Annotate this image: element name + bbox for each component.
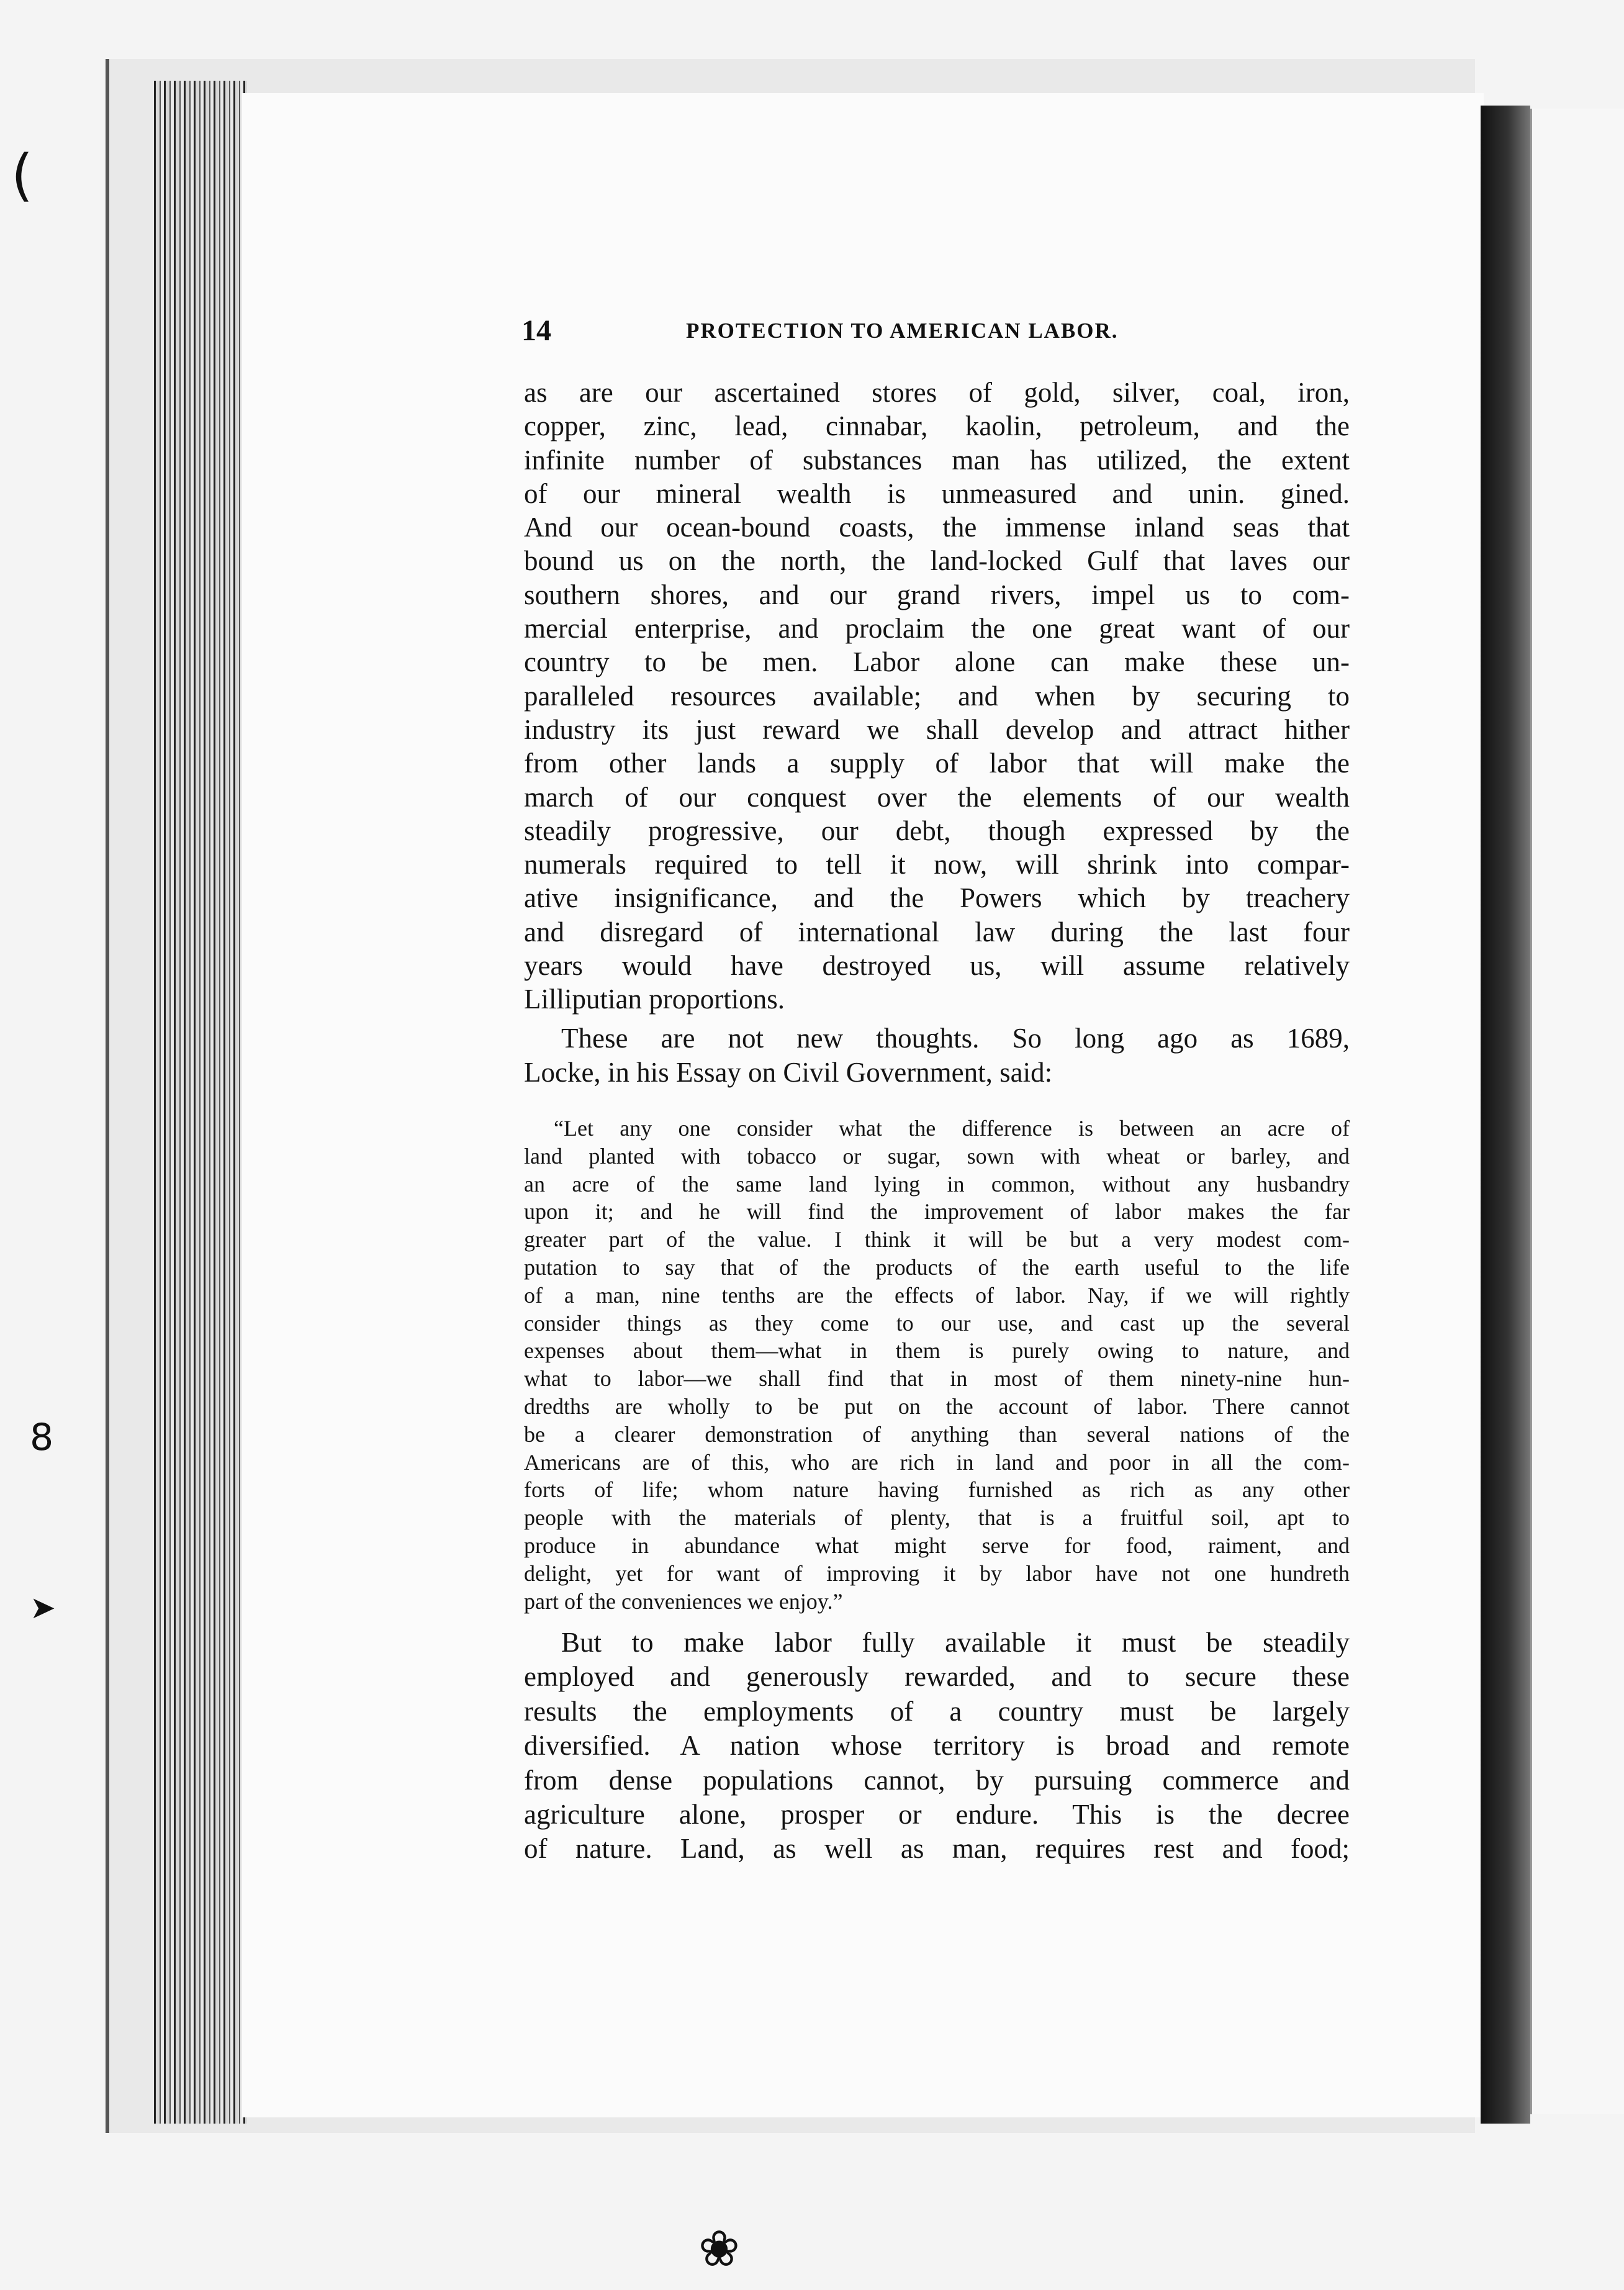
- quote-line: greater part of the value. I think it will be but a very modest com-: [524, 1227, 1350, 1252]
- text-line: agriculture alone, prosper or endure. This is the decree: [524, 1798, 1350, 1830]
- quote-line: what to labor—we shall find that in most of them ninety-nine hun-: [524, 1366, 1350, 1392]
- text-line: of nature. Land, as well as man, requires rest and food;: [524, 1833, 1350, 1865]
- book-gutter-shadow: [1481, 106, 1530, 2124]
- quote-line: an acre of the same land lying in common, without any husbandry: [524, 1171, 1350, 1197]
- text-line: bound us on the north, the land-locked Gulf that laves our: [524, 545, 1350, 577]
- paragraph-1: [524, 376, 1350, 1016]
- paragraph-2: [524, 1021, 1350, 1089]
- scan-mark: (: [11, 143, 34, 208]
- quote-line: land planted with tobacco or sugar, sown with wheat or barley, and: [524, 1143, 1350, 1169]
- text-line: numerals required to tell it now, will shrink into compar-: [524, 849, 1350, 880]
- text-line: But to make labor fully available it must be steadily: [561, 1627, 1350, 1658]
- page-edges: [154, 81, 247, 2124]
- text-line: mercial enterprise, and proclaim the one great want of our: [524, 613, 1350, 645]
- text-line: infinite number of substances man has utilized, the extent: [524, 444, 1350, 476]
- text-line: country to be men. Labor alone can make these un-: [524, 646, 1350, 678]
- scan-mark: ➤: [30, 1590, 56, 1626]
- quote-line: consider things as they come to our use, and cast up the several: [524, 1310, 1350, 1336]
- text-line: results the employments of a country must be largely: [524, 1695, 1350, 1727]
- text-line: years would have destroyed us, will assume relatively: [524, 950, 1350, 982]
- quote-line: delight, yet for want of improving it by labor have not one hundreth: [524, 1560, 1350, 1586]
- text-line: ative insignificance, and the Powers which by treachery: [524, 882, 1350, 914]
- quote-line: produce in abundance what might serve for food, raiment, and: [524, 1532, 1350, 1558]
- text-line: as are our ascertained stores of gold, silver, coal, iron,: [524, 377, 1350, 408]
- quote-line: Americans are of this, who are rich in land and poor in all the com-: [524, 1449, 1350, 1475]
- text-line: And our ocean-bound coasts, the immense inland seas that: [524, 512, 1350, 543]
- text-line: industry its just reward we shall develop and attract hither: [524, 713, 1350, 745]
- quote-line: dredths are wholly to be put on the account of labor. There cannot: [524, 1393, 1350, 1419]
- running-head: PROTECTION TO AMERICAN LABOR.: [686, 319, 1119, 343]
- quote-line: part of the conveniences we enjoy.”: [524, 1588, 843, 1614]
- quote-line: expenses about them—what in them is purely owing to nature, and: [524, 1338, 1350, 1364]
- scan-mark: 8: [30, 1416, 54, 1459]
- text-line: employed and generously rewarded, and to secure these: [524, 1661, 1350, 1693]
- text-line: march of our conquest over the elements of our wealth: [524, 781, 1350, 813]
- text-line: paralleled resources available; and when by securing to: [524, 680, 1350, 712]
- page-number: 14: [521, 314, 551, 347]
- block-quote: [524, 1115, 1350, 1615]
- quote-line: people with the materials of plenty, that is a fruitful soil, apt to: [524, 1505, 1350, 1531]
- text-line: Lilliputian proportions.: [524, 984, 785, 1015]
- quote-line: “Let any one consider what the difference is between an acre of: [554, 1116, 1350, 1141]
- facing-page-edge: [1530, 109, 1624, 2114]
- quote-line: of a man, nine tenths are the effects of labor. Nay, if we will rightly: [524, 1282, 1350, 1308]
- scan-mark: ❀: [698, 2220, 741, 2278]
- quote-line: putation to say that of the products of the earth useful to the life: [524, 1254, 1350, 1280]
- text-line: copper, zinc, lead, cinnabar, kaolin, petroleum, and the: [524, 410, 1350, 442]
- text-line: Locke, in his Essay on Civil Government, said:: [524, 1056, 1053, 1088]
- text-line: from other lands a supply of labor that will make the: [524, 748, 1350, 779]
- paragraph-3: [524, 1626, 1350, 1867]
- quote-line: forts of life; whom nature having furnished as rich as any other: [524, 1477, 1350, 1503]
- text-line: southern shores, and our grand rivers, impel us to com-: [524, 579, 1350, 610]
- text-line: of our mineral wealth is unmeasured and unin. gined.: [524, 477, 1350, 509]
- text-line: These are not new thoughts. So long ago as 1689,: [561, 1023, 1350, 1054]
- text-line: diversified. A nation whose territory is broad and remote: [524, 1730, 1350, 1762]
- page-header: [521, 314, 1353, 351]
- quote-line: upon it; and he will find the improvement of labor makes the far: [524, 1199, 1350, 1224]
- quote-line: be a clearer demonstration of anything than several nations of the: [524, 1421, 1350, 1447]
- text-line: from dense populations cannot, by pursuing commerce and: [524, 1764, 1350, 1796]
- text-line: steadily progressive, our debt, though expressed by the: [524, 815, 1350, 846]
- text-line: and disregard of international law during the last four: [524, 916, 1350, 948]
